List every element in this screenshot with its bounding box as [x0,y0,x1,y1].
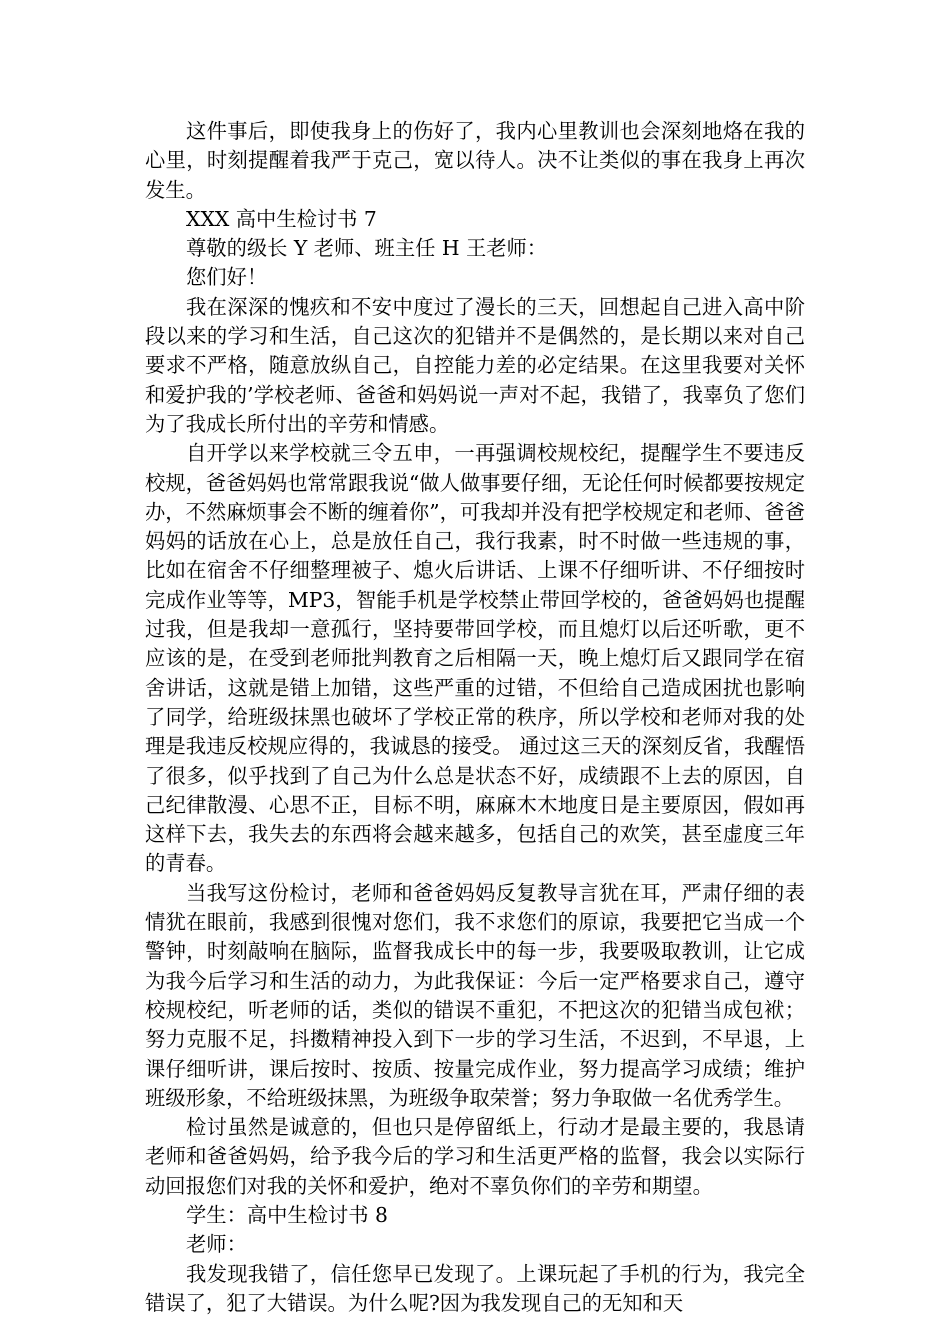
paragraph-violations: 自开学以来学校就三令五申，一再强调校规校纪，提醒学生不要违反校规，爸爸妈妈也常常跟我说“做人做事要仔细，无论任何时候都要按规定办，不然麻烦事会不断的缠着你”，可我却并没有把学校规定和老师、爸爸妈妈的话放在心上，总是放任自己，我行我素，时不时做一些违规的事，比如在宿舍不仔细整理被子、熄火后讲话、上课不仔细听讲、不仔细按时完成作业等等，MP3，智能手机是学校禁止带回学校的，爸爸妈妈也提醒过我，但是我却一意孤行，坚持要带回学校，而且熄灯以后还听歌，更不应该的是，在受到老师批判教育之后相隔一天，晚上熄灯后又跟同学在宿舍讲话，这就是错上加错，这些严重的过错，不但给自己造成困扰也影响了同学，给班级抹黑也破坏了学校正常的秩序，所以学校和老师对我的处理是我违反校规应得的，我诚恳的接受。 通过这三天的深刻反省，我醒悟了很多，似乎找到了自己为什么总是状态不好，成绩跟不上去的原因，自己纪律散漫、心思不正，目标不明，麻麻木木地度日是主要原因，假如再这样下去，我失去的东西将会越来越多，包括自己的欢笑，甚至虚度三年的青春。 [145,441,805,876]
section-heading-8: 学生：高中生检讨书 8 [186,1202,388,1227]
paragraph-admission: 我发现我错了，信任您早已发现了。上课玩起了手机的行为，我完全错误了，犯了大错误。为什么呢?因为我发现自己的无知和天 [145,1261,805,1315]
document-page [145,117,805,1318]
paragraph-promise: 当我写这份检讨，老师和爸爸妈妈反复教导言犹在耳，严肃仔细的表情犹在眼前，我感到很愧对您们，我不求您们的原谅，我要把它当成一个警钟，时刻敲响在脑际，监督我成长中的每一步，我要吸取教训，让它成为我今后学习和生活的动力，为此我保证：今后一定严格要求自己，遵守校规校纪，听老师的话，类似的错误不重犯，不把这次的犯错当成包袱；努力克服不足，抖擞精神投入到下一步的学习生活，不迟到，不早退，上课仔细听讲，课后按时、按质、按量完成作业，努力提高学习成绩；维护班级形象，不给班级抹黑，为班级争取荣誉；努力争取做一名优秀学生。 [145,880,805,1110]
greeting: 您们好！ [186,265,268,290]
section-heading-7: XXX 高中生检讨书 7 [186,206,377,231]
salutation-teacher: 老师： [186,1232,247,1257]
salutation: 尊敬的级长 Y 老师、班主任 H 王老师： [186,236,548,261]
paragraph-request-supervision: 检讨虽然是诚意的，但也只是停留纸上，行动才是最主要的，我恳请老师和爸爸妈妈，给予我今后的学习和生活更严格的监督，我会以实际行动回报您们对我的关怀和爱护，绝对不辜负你们的辛劳和期望。 [145,1115,805,1198]
paragraph-closing-reflection: 这件事后，即使我身上的伤好了，我内心里教训也会深刻地烙在我的心里，时刻提醒着我严于克己，宽以待人。决不让类似的事在我身上再次发生。 [145,119,805,202]
paragraph-apology: 我在深深的愧疚和不安中度过了漫长的三天，回想起自己进入高中阶段以来的学习和生活，自己这次的犯错并不是偶然的，是长期以来对自己要求不严格，随意放纵自己，自控能力差的必定结果。在这里我要对关怀和爱护我的’学校老师、爸爸和妈妈说一声对不起，我错了，我辜负了您们为了我成长所付出的辛劳和情感。 [145,294,805,436]
